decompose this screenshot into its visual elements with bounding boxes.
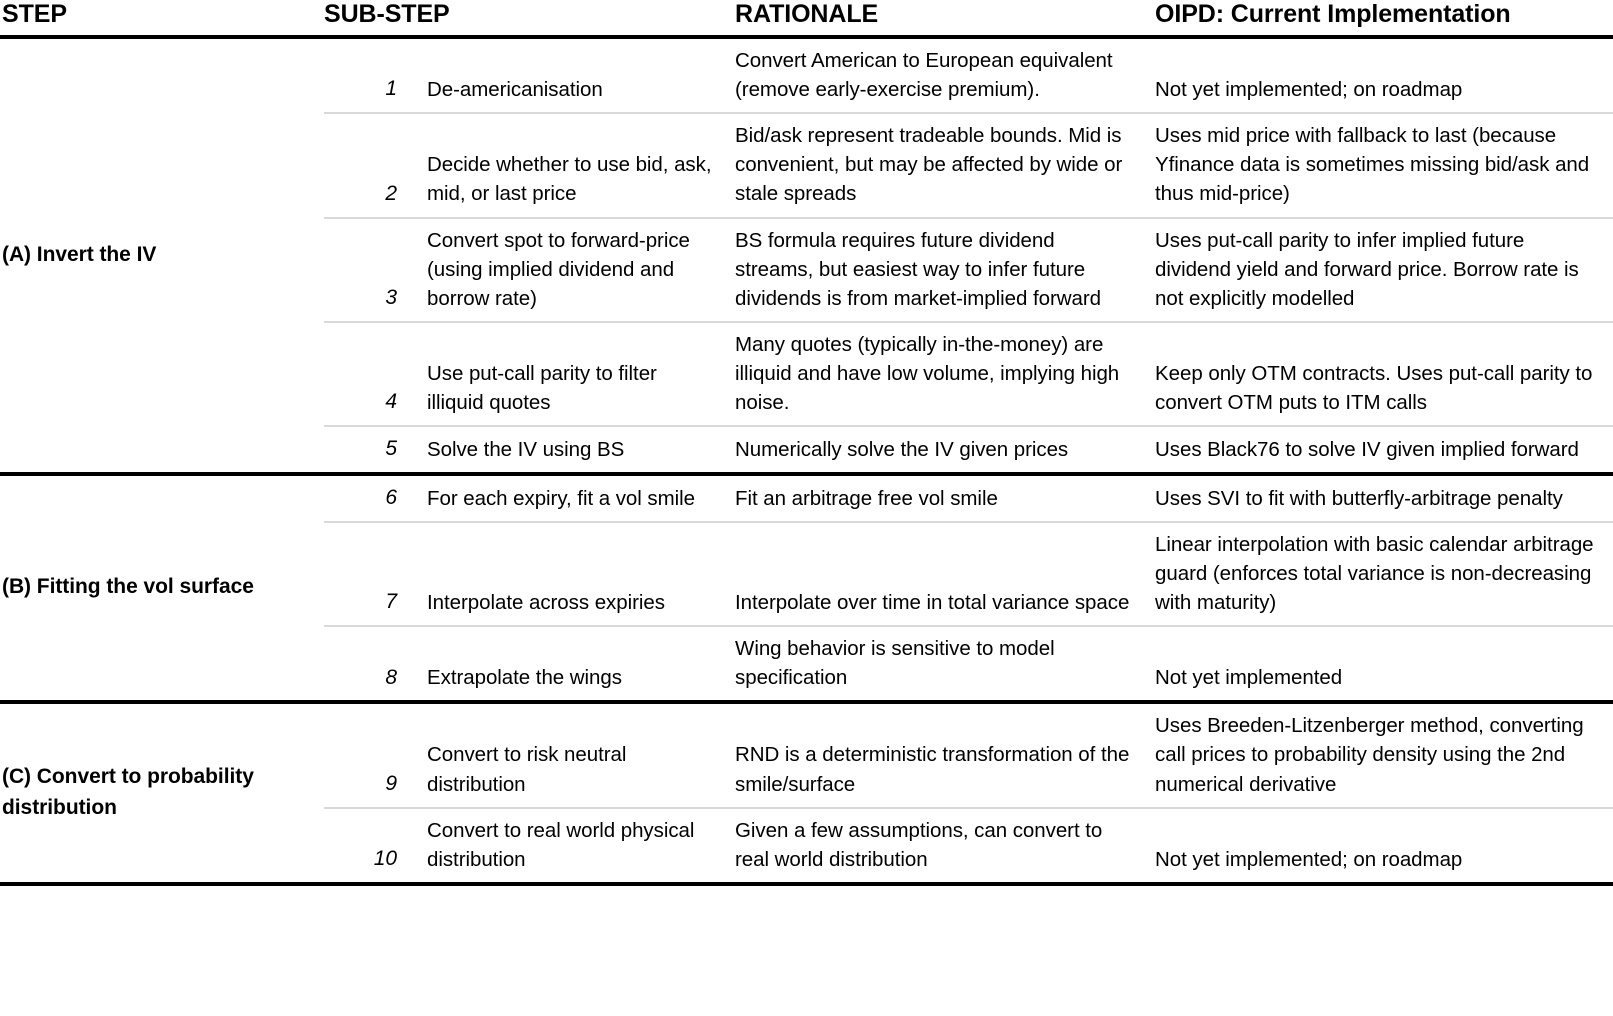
rationale-text: Numerically solve the IV given prices	[730, 426, 1150, 474]
implementation-text: Uses put-call parity to infer implied future dividend yield and forward price. Borrow rate is not explicitly modelled	[1150, 218, 1613, 322]
rationale-text: RND is a deterministic transformation of the smile/surface	[730, 702, 1150, 807]
implementation-text: Uses Black76 to solve IV given implied forward	[1150, 426, 1613, 474]
substep-description: Convert spot to forward-price (using implied dividend and borrow rate)	[425, 218, 730, 322]
substep-number: 9	[324, 702, 425, 807]
substep-number: 7	[324, 522, 425, 626]
rationale-text: BS formula requires future dividend streams, but easiest way to infer future dividends is from market-implied forward	[730, 218, 1150, 322]
rationale-text: Convert American to European equivalent (remove early-exercise premium).	[730, 37, 1150, 113]
substep-description: De-americanisation	[425, 37, 730, 113]
table-body	[0, 37, 1613, 884]
implementation-text: Not yet implemented; on roadmap	[1150, 808, 1613, 884]
implementation-text: Uses Breeden-Litzenberger method, converting call prices to probability density using the 2nd numerical derivative	[1150, 702, 1613, 807]
substep-number: 3	[324, 218, 425, 322]
table-row	[0, 702, 1613, 807]
column-header-rationale: RATIONALE	[730, 0, 1150, 37]
substep-description: Interpolate across expiries	[425, 522, 730, 626]
table-row	[0, 37, 1613, 113]
step-group-label: (C) Convert to probability distribution	[0, 702, 324, 884]
substep-number: 6	[324, 474, 425, 522]
implementation-text: Keep only OTM contracts. Uses put-call parity to convert OTM puts to ITM calls	[1150, 322, 1613, 426]
step-group-label: (B) Fitting the vol surface	[0, 474, 324, 702]
column-header-substep: SUB-STEP	[324, 0, 730, 37]
implementation-text: Uses SVI to fit with butterfly-arbitrage penalty	[1150, 474, 1613, 522]
rationale-text: Many quotes (typically in-the-money) are illiquid and have low volume, implying high noise.	[730, 322, 1150, 426]
implementation-text: Not yet implemented	[1150, 626, 1613, 702]
substep-description: Extrapolate the wings	[425, 626, 730, 702]
table-row	[0, 474, 1613, 522]
substep-number: 1	[324, 37, 425, 113]
substep-number: 8	[324, 626, 425, 702]
implementation-text: Not yet implemented; on roadmap	[1150, 37, 1613, 113]
rationale-text: Interpolate over time in total variance space	[730, 522, 1150, 626]
substep-number: 4	[324, 322, 425, 426]
column-header-step: STEP	[0, 0, 324, 37]
implementation-text: Uses mid price with fallback to last (because Yfinance data is sometimes missing bid/ask and thus mid-price)	[1150, 113, 1613, 217]
substep-number: 10	[324, 808, 425, 884]
substep-description: Convert to real world physical distribution	[425, 808, 730, 884]
rationale-text: Given a few assumptions, can convert to real world distribution	[730, 808, 1150, 884]
table-header	[0, 0, 1613, 37]
substep-number: 2	[324, 113, 425, 217]
substep-description: Decide whether to use bid, ask, mid, or last price	[425, 113, 730, 217]
substep-description: Convert to risk neutral distribution	[425, 702, 730, 807]
step-group-label: (A) Invert the IV	[0, 37, 324, 474]
rationale-text: Bid/ask represent tradeable bounds. Mid is convenient, but may be affected by wide or stale spreads	[730, 113, 1150, 217]
header-row	[0, 0, 1613, 37]
column-header-implementation: OIPD: Current Implementation	[1150, 0, 1613, 37]
implementation-text: Linear interpolation with basic calendar arbitrage guard (enforces total variance is non-decreasing with maturity)	[1150, 522, 1613, 626]
rationale-text: Wing behavior is sensitive to model specification	[730, 626, 1150, 702]
substep-description: For each expiry, fit a vol smile	[425, 474, 730, 522]
rationale-text: Fit an arbitrage free vol smile	[730, 474, 1150, 522]
substep-description: Solve the IV using BS	[425, 426, 730, 474]
substep-description: Use put-call parity to filter illiquid quotes	[425, 322, 730, 426]
substep-number: 5	[324, 426, 425, 474]
